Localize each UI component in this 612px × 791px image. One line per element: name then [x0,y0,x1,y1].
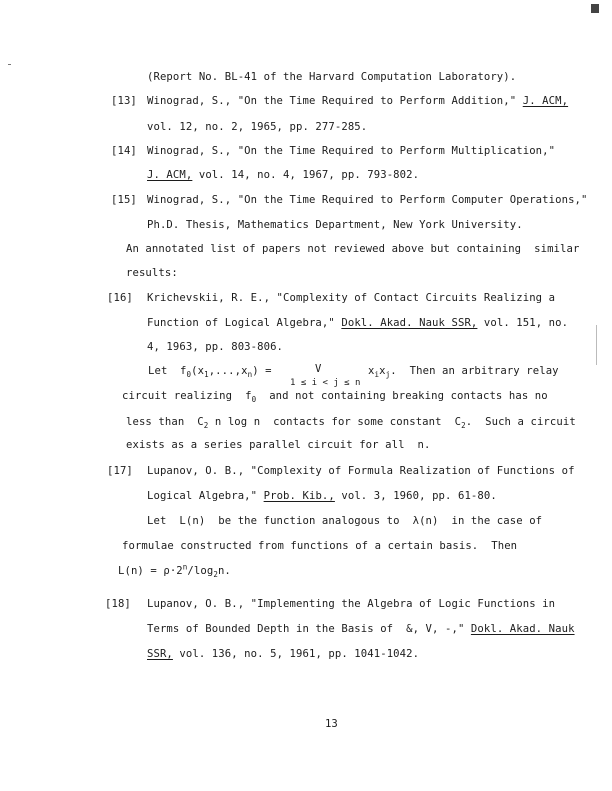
ref-17-number: [17] [107,465,133,477]
ref-16-note-line-3 [126,415,576,429]
ref-17-vol: vol. 3, 1960, pp. 61-80. [341,490,497,502]
n1-post: and not containing breaking contacts has no [269,390,548,402]
ref-18-journal-cont: SSR, [147,648,173,660]
ref-18-title-end: Terms of Bounded Depth in the Basis of &, V, -," [147,623,465,635]
ref-15-line-2: Ph.D. Thesis, Mathematics Department, New York University. [147,219,523,231]
ref-17-note-line-2: formulae constructed from functions of a certain basis. Then [122,540,518,552]
scan-mark-right-line [596,325,597,365]
ln-formula-sup: n [182,562,188,572]
ref-18-line-3 [147,647,419,661]
xi: x [368,365,375,377]
n1-f: f [245,390,252,402]
then-text: . Then an arbitrary relay [390,365,559,377]
ref-15-number: [15] [111,194,137,206]
scan-mark-top-right [591,4,599,13]
ref-14-details: vol. 14, no. 4, 1967, pp. 793-802. [198,169,420,181]
ref-16-note-function [180,364,272,378]
ref-16-title-end: Function of Logical Algebra," [147,317,335,329]
fn-f: f [180,365,187,377]
ref-16-line-3: 4, 1963, pp. 803-806. [147,341,284,353]
ref-16-note-line-4: exists as a series parallel circuit for all n. [126,439,431,451]
ref-18-vol: vol. 136, no. 5, 1961, pp. 1041-1042. [179,648,420,660]
ref-16-note-vee: V [315,363,322,375]
ref-16-note-product [368,364,559,378]
fn-args-c: ) = [252,365,272,377]
ref-17-line-2 [147,489,497,503]
scan-mark-left-dot [8,64,11,65]
fn-args-b: ,...,x [208,365,248,377]
ref-14-number: [14] [111,145,137,157]
xj: x [379,365,386,377]
xj-sub: j [385,370,391,380]
n1-pre: circuit realizing [122,390,233,402]
ref-16-note-line-2 [122,389,548,403]
ref-18-number: [18] [105,598,131,610]
ref-12-continuation: (Report No. BL-41 of the Harvard Computation Laboratory). [147,71,517,83]
n2-c: C [197,416,204,428]
n2-pre: less than [126,416,185,428]
ref-16-vol: vol. 151, no. [483,317,569,329]
ln-formula-b: /log [187,565,214,577]
annotated-intro-line-1: An annotated list of papers not reviewed above but containing similar [126,243,580,255]
fn-args-a: (x [191,365,205,377]
fn-f-sub: 0 [186,370,192,380]
ref-14-line-1: Winograd, S., "On the Time Required to Perform Multiplication," [147,145,556,157]
page-number: 13 [325,718,338,730]
xi-sub: i [374,370,380,380]
ref-15-line-1: Winograd, S., "On the Time Required to Perform Computer Operations," [147,194,588,206]
ref-17-journal: Prob. Kib., [263,490,335,502]
ref-14-journal: J. ACM, [147,169,193,181]
ref-14-line-2 [147,168,419,182]
ref-17-title-end: Logical Algebra," [147,490,258,502]
ref-13-journal: J. ACM, [522,95,569,107]
ref-16-line-2 [147,316,568,330]
n2-post: . Such a circuit [465,416,576,428]
ref-13-text: Winograd, S., "On the Time Required to Perform Addition," [147,95,517,107]
n1-f-sub: 0 [251,395,257,405]
ref-16-journal: Dokl. Akad. Nauk SSR, [341,317,478,329]
ref-13-line-2: vol. 12, no. 2, 1965, pp. 277-285. [147,121,368,133]
ref-18-line-1: Lupanov, O. B., "Implementing the Algebra of Logic Functions in [147,598,556,610]
n2-c-sub: 2 [203,421,209,431]
ref-16-number: [16] [107,292,133,304]
ref-16-line-1: Krichevskii, R. E., "Complexity of Contact Circuits Realizing a [147,292,556,304]
fn-args-sub-1: 1 [204,370,209,380]
ref-17-line-1: Lupanov, O. B., "Complexity of Formula Realization of Functions of [147,465,575,477]
n2-mid: n log n contacts for some constant [214,416,442,428]
ref-16-note-let: Let [148,365,168,377]
annotated-intro-line-2: results: [126,267,178,279]
ref-17-note-line-1: Let L(n) be the function analogous to λ(n) in the case of [147,515,543,527]
ln-formula-sub: 2 [213,570,218,580]
n2-c2-sub: 2 [461,421,466,431]
ref-16-note-range: 1 ≤ i < j ≤ n [290,378,361,388]
ln-formula-c: n. [217,565,231,577]
ref-13-line-1 [147,94,568,108]
ln-formula-a: L(n) = ρ·2 [118,565,183,577]
ref-18-line-2 [147,622,575,636]
n2-c2: C [454,416,462,428]
ref-17-note-formula [118,564,231,578]
ref-18-journal: Dokl. Akad. Nauk [470,623,575,635]
ref-13-number: [13] [111,95,137,107]
fn-args-sub-n: n [247,370,253,380]
